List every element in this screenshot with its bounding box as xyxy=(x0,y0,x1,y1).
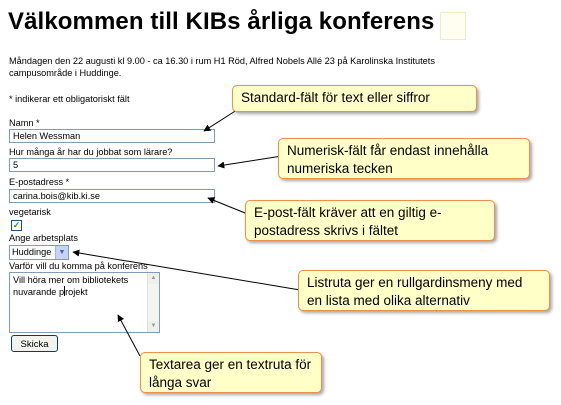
years-input[interactable]: 5 xyxy=(9,158,215,172)
callout-listbox: Listruta ger en rullgardinsmeny med en lista med olika alternativ xyxy=(298,270,550,311)
callout-text-field: Standard-fält för text eller siffror xyxy=(232,85,477,112)
vegetarian-label: vegetarisk xyxy=(9,207,51,217)
reason-text-after-caret: rojekt xyxy=(65,287,88,297)
callout-email-field: E-post-fält kräver att en giltig e-postadress skrivs i fältet xyxy=(245,200,495,241)
arrow-to-workplace-select xyxy=(73,252,300,290)
checkmark-icon: ✓ xyxy=(12,220,21,230)
submit-button[interactable]: Skicka xyxy=(11,335,58,352)
intro-text: Måndagen den 22 augusti kl 9.00 - ca 16.30 i rum H1 Röd, Alfred Nobels Allé 23 på Karolinska Institutets campusområde i Huddinge. xyxy=(9,56,435,78)
name-label: Namn * xyxy=(9,118,40,128)
years-label: Hur många år har du jobbat som lärare? xyxy=(9,147,173,157)
chevron-down-icon[interactable]: ▼ xyxy=(55,246,68,259)
email-label: E-postadress * xyxy=(9,177,70,187)
arrow-to-reason-textarea xyxy=(118,315,140,356)
page-title: Välkommen till KIBs årliga konferens xyxy=(8,8,435,35)
reason-label: Varför vill du komma på konferens xyxy=(9,261,148,271)
arrow-down-icon[interactable]: ▼ xyxy=(148,321,159,332)
name-input[interactable]: Helen Wessman xyxy=(9,129,215,143)
arrow-up-icon[interactable]: ▲ xyxy=(148,273,159,284)
workplace-label: Ange arbetsplats xyxy=(9,233,78,243)
arrow-to-email-input xyxy=(208,198,250,215)
workplace-selected-value: Huddinge xyxy=(12,247,52,257)
email-input[interactable]: carina.bois@kib.ki.se xyxy=(9,189,215,203)
arrow-to-years-input xyxy=(218,156,282,166)
callout-numeric-field: Numerisk-fält får endast innehålla numeriska tecken xyxy=(278,138,530,179)
reason-text-before-caret: Vill höra mer om bibliotekets nuvarande p xyxy=(13,275,129,297)
callout-textarea: Textarea ger en textruta för långa svar xyxy=(140,352,322,393)
required-note: * indikerar ett obligatoriskt fält xyxy=(9,94,130,104)
